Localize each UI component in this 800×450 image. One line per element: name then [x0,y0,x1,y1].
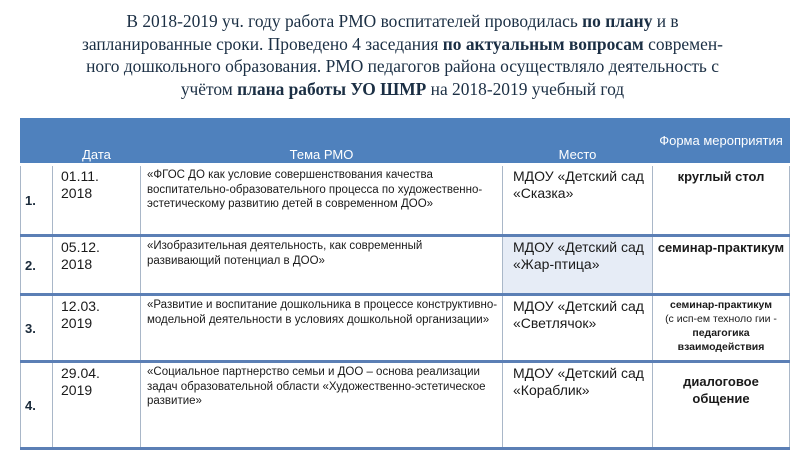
row-num: 4. [21,362,53,449]
row-place: МДОУ «Детский сад «Жар-птица» [503,236,653,295]
header-place: Место [503,119,653,165]
intro-bold-plan-uo: плана работы УО ШМР [237,78,427,99]
header-topic: Тема РМО [141,119,503,165]
row-form: семинар-практикум [653,236,790,295]
table-row [21,236,790,295]
table-row [21,362,790,449]
intro-line-4-end: на 2018-2019 учебный год [426,78,625,99]
row-form: круглый стол [653,165,790,236]
row-date [53,165,141,236]
row-date-day: 29.04. [61,365,100,381]
row-topic: «ФГОС ДО как условие совершенствования качества воспитательно-образовательного процесса по художественно-эстетическому развитию детей в современном ДОО» [141,165,503,236]
row-form [653,295,790,362]
row-topic: «Развитие и воспитание дошкольника в процессе конструктивно-модельной деятельности в условиях дошкольной организации» [141,295,503,362]
row-form-main: семинар-практикум [669,299,773,311]
row-date-year: 2019 [61,315,93,331]
row-date-year: 2019 [61,382,93,398]
row-form: диалоговое общение [653,362,790,449]
row-date-day: 12.03. [61,298,100,314]
row-date-year: 2018 [61,256,93,272]
row-date-day: 01.11. [61,168,99,184]
row-place: МДОУ «Детский сад «Светлячок» [503,295,653,362]
intro-line-1: В 2018-2019 уч. году работа РМО воспитателей проводилась [126,11,583,31]
table-header-row [21,119,790,165]
intro-line-2: запланированные сроки. Проведено 4 заседания [82,33,443,54]
row-topic: «Социальное партнерство семьи и ДОО – основа реализации задач образовательной области «Художественно-эстетическое развитие» [141,362,503,449]
intro-line-3: ного дошкольного образования. РМО педагогов района осуществляло деятельность с [86,56,719,76]
intro-bold-topics: по актуальным вопросам [442,33,644,54]
row-date [53,362,141,449]
row-num: 2. [21,236,53,295]
row-topic: «Изобразительная деятельность, как современный развивающий потенциал в ДОО» [141,236,503,295]
table-row [21,165,790,236]
intro-line-1-end: и в [652,11,679,31]
intro-text [30,10,775,100]
row-form-method: педагогика взаимодействия [677,327,765,353]
header-date: Дата [53,119,141,165]
table-row [21,295,790,362]
row-form-note: (с исп-ем техноло гии - [665,313,777,325]
intro-bold-plan: по плану [582,11,653,31]
rmo-table [20,118,790,450]
row-date [53,236,141,295]
header-form: Форма мероприятия [653,119,790,165]
row-date-year: 2018 [61,185,93,201]
row-place: МДОУ «Детский сад «Кораблик» [503,362,653,449]
row-num: 1. [21,165,53,236]
row-date-day: 05.12. [61,239,100,255]
header-num [21,119,53,165]
row-num: 3. [21,295,53,362]
row-date [53,295,141,362]
row-place: МДОУ «Детский сад «Сказка» [503,165,653,236]
intro-line-2-end: современ- [643,33,723,54]
intro-line-4: учётом [180,78,238,99]
